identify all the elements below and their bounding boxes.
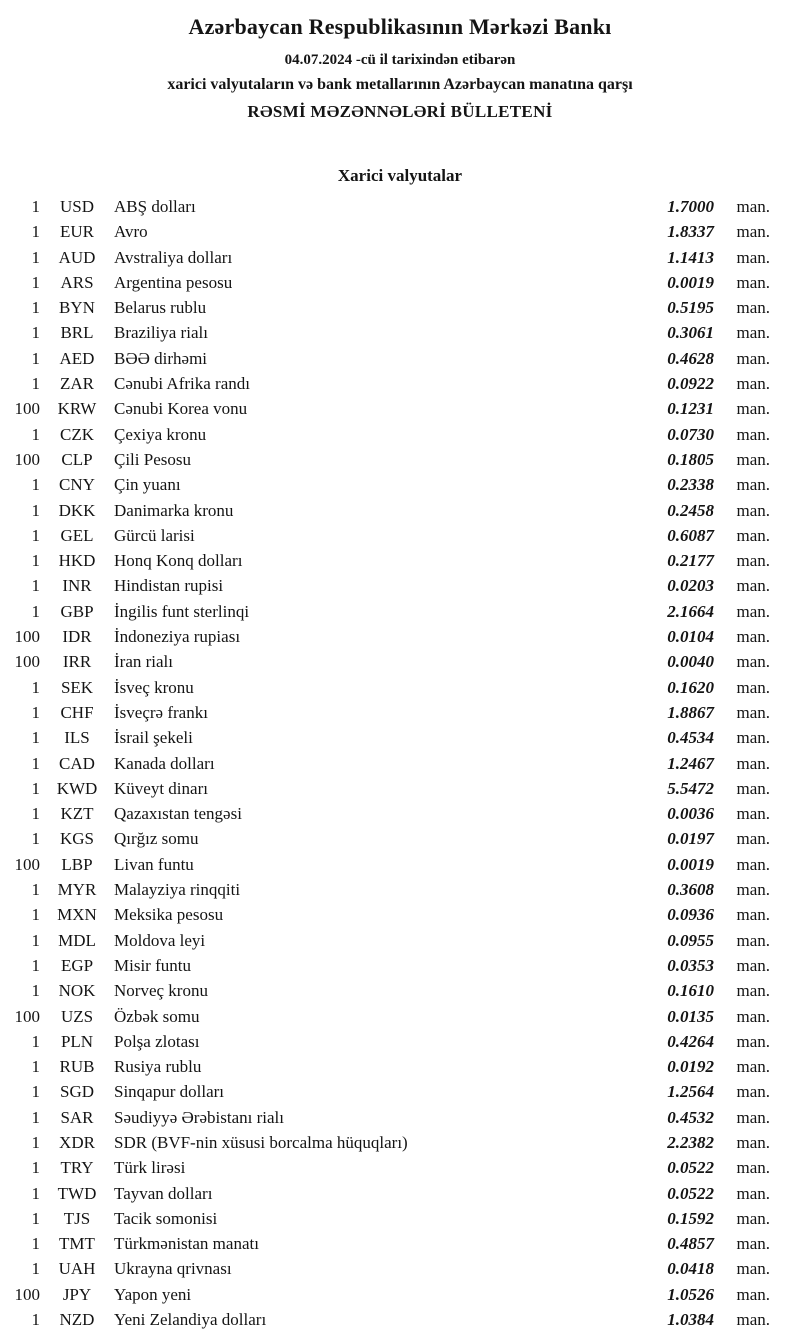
quantity: 100: [14, 1006, 40, 1026]
section-title-foreign-currencies: Xarici valyutalar: [337, 166, 463, 185]
unit-label: man.: [736, 475, 770, 495]
rate-value: 0.0353: [667, 955, 714, 975]
unit-label: man.: [736, 652, 770, 672]
quantity: 1: [31, 677, 40, 697]
unit-label: man.: [736, 1183, 770, 1203]
unit-label: man.: [736, 829, 770, 849]
currency-code: IDR: [62, 627, 92, 647]
rate-row: [0, 624, 800, 649]
currency-name: Moldova leyi: [114, 930, 206, 950]
rate-row: [0, 1181, 800, 1206]
quantity: 100: [14, 449, 40, 469]
rate-row: [0, 219, 800, 244]
quantity: 1: [31, 753, 40, 773]
currency-name: Çili Pesosu: [114, 449, 191, 469]
rate-row: [0, 776, 800, 801]
currency-code: EUR: [60, 222, 94, 242]
unit-label: man.: [736, 272, 770, 292]
currency-code: INR: [62, 576, 92, 596]
quantity: 1: [31, 930, 40, 950]
quantity: 1: [31, 702, 40, 722]
rate-value: 0.0197: [667, 829, 714, 849]
currency-code: GEL: [60, 525, 94, 545]
rate-row: [0, 1130, 800, 1155]
quantity: 1: [31, 576, 40, 596]
rate-value: 1.2564: [667, 1082, 714, 1102]
rate-value: 0.1620: [667, 677, 714, 697]
currency-name: Tayvan dolları: [114, 1183, 213, 1203]
currency-code: EGP: [60, 955, 94, 975]
rate-row: [0, 295, 800, 320]
quantity: 1: [31, 298, 40, 318]
quantity: 1: [31, 880, 40, 900]
rate-value: 2.1664: [667, 601, 714, 621]
quantity: 1: [31, 1234, 40, 1254]
rates-table: [0, 194, 800, 1331]
quantity: 1: [31, 222, 40, 242]
rate-row: [0, 371, 800, 396]
quantity: 1: [31, 374, 40, 394]
quantity: 100: [14, 627, 40, 647]
rate-row: [0, 1282, 800, 1307]
rate-value: 0.6087: [667, 525, 714, 545]
rate-value: 0.0135: [667, 1006, 714, 1026]
currency-name: BƏƏ dirhəmi: [114, 348, 208, 368]
currency-code: UAH: [58, 1259, 96, 1279]
currency-code: SAR: [60, 1107, 94, 1127]
rate-row: [0, 346, 800, 371]
unit-label: man.: [736, 1107, 770, 1127]
rate-value: 0.0730: [667, 424, 714, 444]
currency-name: Tacik somonisi: [114, 1208, 218, 1228]
rate-value: 1.8867: [667, 702, 714, 722]
rate-row: [0, 245, 800, 270]
rate-value: 0.1805: [667, 449, 714, 469]
quantity: 1: [31, 1259, 40, 1279]
currency-name: Kanada dolları: [114, 753, 215, 773]
rate-value: 0.1610: [667, 981, 714, 1001]
rate-value: 0.2458: [667, 500, 714, 520]
rate-row: [0, 852, 800, 877]
rate-value: 1.0526: [667, 1284, 714, 1304]
rate-row: [0, 1307, 800, 1331]
quantity: 1: [31, 1082, 40, 1102]
unit-label: man.: [736, 1082, 770, 1102]
rate-value: 1.8337: [667, 222, 714, 242]
quantity: 1: [31, 955, 40, 975]
unit-label: man.: [736, 1158, 770, 1178]
quantity: 1: [31, 1158, 40, 1178]
bank-title: Azərbaycan Respublikasının Mərkəzi Bankı: [188, 14, 612, 39]
subtitle-line: xarici valyutaların və bank metallarının Azərbaycan manatına qarşı: [167, 76, 633, 93]
currency-code: KRW: [57, 399, 97, 419]
rate-value: 0.0192: [667, 1057, 714, 1077]
quantity: 1: [31, 1183, 40, 1203]
rate-value: 0.0955: [667, 930, 714, 950]
currency-code: SGD: [59, 1082, 94, 1102]
rate-row: [0, 1079, 800, 1104]
currency-code: MXN: [57, 905, 97, 925]
rate-value: 0.0522: [667, 1158, 714, 1178]
quantity: 1: [31, 525, 40, 545]
unit-label: man.: [736, 247, 770, 267]
currency-name: İndoneziya rupiası: [114, 627, 241, 647]
currency-name: Cənubi Afrika randı: [114, 374, 250, 394]
rate-value: 0.0418: [667, 1259, 714, 1279]
quantity: 1: [31, 272, 40, 292]
currency-name: Argentina pesosu: [114, 272, 233, 292]
quantity: 1: [31, 905, 40, 925]
currency-code: JPY: [62, 1284, 92, 1304]
rate-value: 1.0384: [667, 1310, 714, 1330]
currency-name: Yapon yeni: [114, 1284, 192, 1304]
rate-row: [0, 270, 800, 295]
unit-label: man.: [736, 601, 770, 621]
rate-row: [0, 700, 800, 725]
rate-value: 0.2338: [667, 475, 714, 495]
currency-name: Gürcü larisi: [114, 525, 195, 545]
unit-label: man.: [736, 1132, 770, 1152]
rate-row: [0, 1206, 800, 1231]
rate-value: 0.0922: [667, 374, 714, 394]
currency-code: TMT: [59, 1234, 95, 1254]
rate-value: 0.0036: [667, 804, 714, 824]
rate-row: [0, 320, 800, 345]
rate-row: [0, 396, 800, 421]
rate-row: [0, 751, 800, 776]
unit-label: man.: [736, 551, 770, 571]
currency-code: CNY: [59, 475, 95, 495]
rate-value: 0.0522: [667, 1183, 714, 1203]
currency-name: Norveç kronu: [114, 981, 208, 1001]
rate-value: 0.5195: [667, 298, 714, 318]
rate-value: 0.3608: [667, 880, 714, 900]
quantity: 1: [31, 1208, 40, 1228]
document-header: [0, 14, 800, 122]
currency-name: ABŞ dolları: [114, 197, 196, 216]
currency-code: PLN: [60, 1031, 94, 1051]
currency-code: AED: [59, 348, 95, 368]
currency-code: UZS: [60, 1006, 94, 1026]
rate-value: 0.2177: [667, 551, 714, 571]
currency-name: İsveçrə frankı: [114, 702, 208, 722]
currency-code: BYN: [59, 298, 95, 318]
rate-row: [0, 928, 800, 953]
unit-label: man.: [736, 804, 770, 824]
currency-code: XDR: [59, 1132, 95, 1152]
quantity: 1: [31, 247, 40, 267]
currency-name: Braziliya rialı: [114, 323, 208, 343]
quantity: 1: [31, 778, 40, 798]
unit-label: man.: [736, 778, 770, 798]
unit-label: man.: [736, 930, 770, 950]
currency-code: TJS: [63, 1208, 91, 1228]
rate-value: 0.1231: [667, 399, 714, 419]
rate-row: [0, 1054, 800, 1079]
currency-name: Ukrayna qrivnası: [114, 1259, 232, 1279]
currency-name: Türkmənistan manatı: [114, 1234, 259, 1254]
currency-code: ILS: [64, 728, 90, 748]
unit-label: man.: [736, 1284, 770, 1304]
rate-row: [0, 1029, 800, 1054]
rate-row: [0, 599, 800, 624]
currency-code: SEK: [60, 677, 94, 697]
rate-row: [0, 447, 800, 472]
rate-row: [0, 1004, 800, 1029]
rate-value: 0.0203: [667, 576, 714, 596]
rate-row: [0, 1231, 800, 1256]
currency-code: DKK: [58, 500, 96, 520]
quantity: 1: [31, 424, 40, 444]
rate-row: [0, 1105, 800, 1130]
bulletin-title: RƏSMİ MƏZƏNNƏLƏRİ BÜLLETENİ: [247, 102, 553, 121]
currency-code: MDL: [58, 930, 96, 950]
unit-label: man.: [736, 525, 770, 545]
currency-name: İsrail şekeli: [114, 728, 193, 748]
rate-value: 0.4532: [667, 1107, 714, 1127]
rate-value: 1.7000: [667, 197, 714, 216]
currency-code: USD: [59, 197, 94, 216]
currency-name: Rusiya rublu: [114, 1057, 202, 1077]
rate-row: [0, 194, 800, 219]
unit-label: man.: [736, 1057, 770, 1077]
currency-name: Avstraliya dolları: [114, 247, 233, 267]
unit-label: man.: [736, 627, 770, 647]
rate-row: [0, 1256, 800, 1281]
quantity: 1: [31, 804, 40, 824]
rate-row: [0, 725, 800, 750]
quantity: 1: [31, 829, 40, 849]
rate-row: [0, 498, 800, 523]
rate-row: [0, 801, 800, 826]
unit-label: man.: [736, 1259, 770, 1279]
unit-label: man.: [736, 323, 770, 343]
unit-label: man.: [736, 399, 770, 419]
quantity: 1: [31, 1310, 40, 1330]
unit-label: man.: [736, 576, 770, 596]
currency-name: İran rialı: [114, 652, 173, 672]
unit-label: man.: [736, 981, 770, 1001]
quantity: 1: [31, 500, 40, 520]
quantity: 1: [31, 348, 40, 368]
unit-label: man.: [736, 500, 770, 520]
quantity: 1: [31, 1057, 40, 1077]
unit-label: man.: [736, 374, 770, 394]
currency-code: MYR: [57, 880, 97, 900]
currency-code: IRR: [62, 652, 92, 672]
rate-value: 0.4628: [667, 348, 714, 368]
rate-value: 0.0019: [667, 272, 714, 292]
quantity: 100: [14, 1284, 40, 1304]
unit-label: man.: [736, 677, 770, 697]
currency-code: KGS: [59, 829, 94, 849]
currency-name: Honq Konq dolları: [114, 551, 243, 571]
currency-code: RUB: [59, 1057, 95, 1077]
currency-name: İsveç kronu: [114, 677, 194, 697]
quantity: 100: [14, 652, 40, 672]
currency-code: CLP: [61, 449, 93, 469]
rate-row: [0, 573, 800, 598]
unit-label: man.: [736, 728, 770, 748]
currency-name: Hindistan rupisi: [114, 576, 224, 596]
quantity: 1: [31, 1031, 40, 1051]
currency-name: Çin yuanı: [114, 475, 181, 495]
unit-label: man.: [736, 854, 770, 874]
rate-row: [0, 523, 800, 548]
currency-code: ZAR: [60, 374, 94, 394]
currency-code: LBP: [61, 854, 93, 874]
currency-code: HKD: [58, 551, 96, 571]
unit-label: man.: [736, 702, 770, 722]
rate-value: 5.5472: [667, 778, 714, 798]
currency-code: NZD: [59, 1310, 95, 1330]
unit-label: man.: [736, 298, 770, 318]
quantity: 1: [31, 551, 40, 571]
currency-name: Səudiyyə Ərəbistanı rialı: [114, 1107, 284, 1127]
currency-code: KZT: [60, 804, 94, 824]
rate-value: 0.0019: [667, 854, 714, 874]
currency-name: Meksika pesosu: [114, 905, 224, 925]
quantity: 1: [31, 981, 40, 1001]
effective-date-line: 04.07.2024 -cü il tarixindən etibarən: [284, 52, 516, 68]
currency-name: Özbək somu: [114, 1006, 200, 1026]
currency-name: Sinqapur dolları: [114, 1082, 225, 1102]
quantity: 1: [31, 601, 40, 621]
quantity: 1: [31, 1132, 40, 1152]
currency-name: Misir funtu: [114, 955, 191, 975]
rate-row: [0, 675, 800, 700]
currency-code: AUD: [58, 247, 96, 267]
rate-row: [0, 472, 800, 497]
currency-name: Livan funtu: [114, 854, 194, 874]
rate-row: [0, 548, 800, 573]
currency-code: CAD: [59, 753, 95, 773]
unit-label: man.: [736, 222, 770, 242]
unit-label: man.: [736, 197, 770, 216]
unit-label: man.: [736, 1234, 770, 1254]
currency-name: Qazaxıstan tengəsi: [114, 804, 242, 824]
unit-label: man.: [736, 449, 770, 469]
currency-name: Qırğız somu: [114, 829, 199, 849]
currency-code: TRY: [60, 1158, 94, 1178]
quantity: 100: [14, 399, 40, 419]
currency-code: ARS: [60, 272, 94, 292]
currency-name: Küveyt dinarı: [114, 778, 208, 798]
rate-value: 0.4264: [667, 1031, 714, 1051]
quantity: 1: [31, 323, 40, 343]
currency-code: BRL: [60, 323, 94, 343]
unit-label: man.: [736, 1031, 770, 1051]
rate-value: 0.1592: [667, 1208, 714, 1228]
currency-code: GBP: [60, 601, 94, 621]
quantity: 1: [31, 728, 40, 748]
currency-name: Danimarka kronu: [114, 500, 234, 520]
currency-name: Yeni Zelandiya dolları: [114, 1310, 267, 1330]
currency-name: Cənubi Korea vonu: [114, 399, 248, 419]
rate-row: [0, 422, 800, 447]
rate-value: 0.4857: [667, 1234, 714, 1254]
currency-name: Türk lirəsi: [114, 1158, 186, 1178]
currency-code: NOK: [58, 981, 96, 1001]
rate-value: 0.0040: [667, 652, 714, 672]
unit-label: man.: [736, 348, 770, 368]
rate-value: 2.2382: [667, 1132, 714, 1152]
rate-value: 0.4534: [667, 728, 714, 748]
rate-value: 0.3061: [667, 323, 714, 343]
currency-code: CZK: [60, 424, 94, 444]
quantity: 1: [31, 1107, 40, 1127]
unit-label: man.: [736, 880, 770, 900]
unit-label: man.: [736, 1006, 770, 1026]
currency-code: KWD: [56, 778, 98, 798]
rate-row: [0, 1155, 800, 1180]
unit-label: man.: [736, 424, 770, 444]
currency-name: SDR (BVF-nin xüsusi borcalma hüquqları): [114, 1132, 408, 1152]
rate-value: 1.2467: [667, 753, 714, 773]
rate-row: [0, 826, 800, 851]
rate-row: [0, 877, 800, 902]
currency-name: Malayziya rinqqiti: [114, 880, 241, 900]
currency-name: Çexiya kronu: [114, 424, 207, 444]
unit-label: man.: [736, 955, 770, 975]
rate-value: 0.0936: [667, 905, 714, 925]
rate-value: 1.1413: [667, 247, 714, 267]
currency-name: Belarus rublu: [114, 298, 207, 318]
quantity: 1: [31, 475, 40, 495]
currency-code: TWD: [57, 1183, 97, 1203]
currency-name: Polşa zlotası: [114, 1031, 200, 1051]
rate-row: [0, 902, 800, 927]
currency-name: Avro: [114, 222, 148, 242]
rate-row: [0, 978, 800, 1003]
unit-label: man.: [736, 1310, 770, 1330]
currency-name: İngilis funt sterlinqi: [114, 601, 250, 621]
unit-label: man.: [736, 753, 770, 773]
quantity: 100: [14, 854, 40, 874]
unit-label: man.: [736, 905, 770, 925]
rate-value: 0.0104: [667, 627, 714, 647]
unit-label: man.: [736, 1208, 770, 1228]
rate-row: [0, 649, 800, 674]
rate-row: [0, 953, 800, 978]
currency-code: CHF: [60, 702, 94, 722]
quantity: 1: [31, 197, 40, 216]
